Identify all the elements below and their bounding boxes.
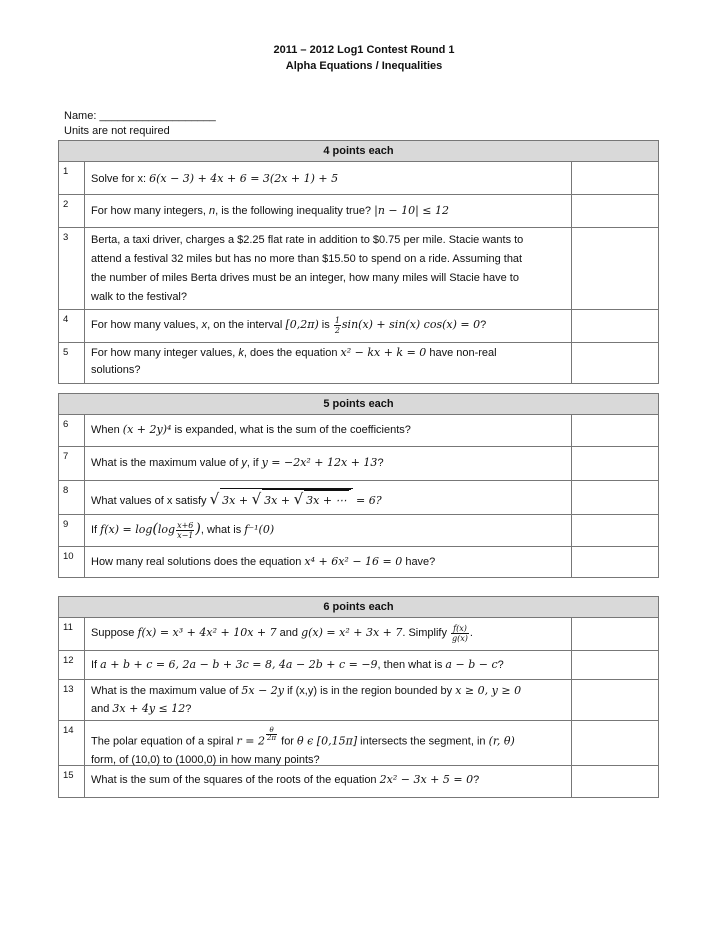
question-text: What is the sum of the squares of the roots of the equation 2x² − 3x + 5 = 0? bbox=[91, 773, 480, 786]
answer-box[interactable] bbox=[571, 721, 658, 765]
question-text: What values of x satisfy √ 3x + √ 3x + √ 3x + ⋯ = 6? bbox=[91, 490, 382, 508]
question-text: For how many integers, n, is the following inequality true? |n − 10| ≤ 12 bbox=[91, 204, 450, 217]
question-row bbox=[59, 766, 658, 797]
section-heading: 6 points each bbox=[59, 597, 658, 618]
question-row bbox=[59, 481, 658, 515]
question-text: If f(x) = log(log $\frac{x+6}{x-1}$ ), what is f⁻¹(0) bbox=[91, 520, 275, 540]
contest-subtitle: Alpha Equations / Inequalities bbox=[285, 60, 443, 72]
question-text: The polar equation of a spiral r = 2 $\frac{\theta}{2\pi}$ for θ ϵ [0,15π] intersects the segment, in (r, θ) form, of (10,0) to (1000,0) in how many points? bbox=[91, 726, 515, 766]
answer-box[interactable] bbox=[571, 343, 658, 383]
question-number: 8 bbox=[59, 481, 85, 514]
question-number: 15 bbox=[59, 766, 85, 797]
answer-box[interactable] bbox=[571, 680, 658, 720]
answer-box[interactable] bbox=[571, 162, 658, 194]
question-row bbox=[59, 618, 658, 651]
question-row bbox=[59, 515, 658, 547]
question-text: What is the maximum value of y, if y = −2x² + 12x + 13? bbox=[91, 456, 384, 469]
question-row bbox=[59, 447, 658, 481]
question-text: When (x + 2y)⁴ is expanded, what is the sum of the coefficients? bbox=[91, 423, 411, 436]
answer-box[interactable] bbox=[571, 447, 658, 480]
question-number: 3 bbox=[59, 228, 85, 309]
question-row bbox=[59, 310, 658, 343]
question-row bbox=[59, 162, 658, 195]
section-heading: 4 points each bbox=[59, 141, 658, 162]
question-number: 13 bbox=[59, 680, 85, 720]
name-line: Name: ___________________ bbox=[64, 110, 216, 122]
answer-box[interactable] bbox=[571, 481, 658, 514]
question-text: Solve for x: 6(x − 3) + 4x + 6 = 3(2x + 1) + 5 bbox=[91, 172, 339, 185]
question-number: 4 bbox=[59, 310, 85, 342]
question-row bbox=[59, 651, 658, 680]
answer-box[interactable] bbox=[571, 618, 658, 650]
answer-box[interactable] bbox=[571, 310, 658, 342]
question-text: What is the maximum value of 5x − 2y if (x,y) is in the region bounded by x ≥ 0, y ≥ 0 and 3x + 4y ≤ 12? bbox=[91, 684, 522, 715]
question-number: 7 bbox=[59, 447, 85, 480]
answer-box[interactable] bbox=[571, 228, 658, 309]
question-text: For how many integer values, k, does the equation x² − kx + k = 0 have non-real solutions? bbox=[91, 346, 497, 376]
question-text: Suppose f(x) = x³ + 4x² + 10x + 7 and g(x) = x² + 3x + 7. Simplify $\frac{f(x)}{g(x)}$ . bbox=[91, 623, 473, 643]
answer-box[interactable] bbox=[571, 766, 658, 797]
contest-title: 2011 – 2012 Log1 Contest Round 1 bbox=[273, 44, 455, 56]
answer-box[interactable] bbox=[571, 515, 658, 546]
question-text: If a + b + c = 6, 2a − b + 3c = 8, 4a − 2b + c = −9, then what is a − b − c? bbox=[91, 658, 504, 671]
question-row bbox=[59, 680, 658, 721]
question-number: 12 bbox=[59, 651, 85, 679]
question-number: 5 bbox=[59, 343, 85, 383]
question-row bbox=[59, 415, 658, 447]
question-row bbox=[59, 721, 658, 766]
answer-box[interactable] bbox=[571, 547, 658, 577]
question-number: 9 bbox=[59, 515, 85, 546]
units-note: Units are not required bbox=[64, 125, 170, 137]
section-6-points bbox=[58, 596, 659, 798]
question-row bbox=[59, 547, 658, 577]
question-number: 10 bbox=[59, 547, 85, 577]
answer-box[interactable] bbox=[571, 195, 658, 227]
question-text: For how many values, x, on the interval [0,2π) is $\frac{1}{2}$ sin(x) + sin(x) cos(x) = 0? bbox=[91, 315, 487, 335]
question-row bbox=[59, 195, 658, 228]
question-row bbox=[59, 228, 658, 310]
section-5-points bbox=[58, 393, 659, 578]
answer-box[interactable] bbox=[571, 415, 658, 446]
question-number: 1 bbox=[59, 162, 85, 194]
question-row bbox=[59, 343, 658, 383]
section-4-points bbox=[58, 140, 659, 384]
answer-box[interactable] bbox=[571, 651, 658, 679]
question-number: 11 bbox=[59, 618, 85, 650]
question-text: How many real solutions does the equation x⁴ + 6x² − 16 = 0 have? bbox=[91, 555, 436, 568]
question-number: 14 bbox=[59, 721, 85, 765]
section-heading: 5 points each bbox=[59, 394, 658, 415]
question-text: Berta, a taxi driver, charges a $2.25 flat rate in addition to $0.75 per mile. Stacie wants to attend a festival 32 miles but has no more than $15.50 to spend on a ride. Assuming that the number of miles Berta drives must be an integer, how many miles will Stacie have to walk to the festival? bbox=[91, 234, 524, 303]
question-number: 6 bbox=[59, 415, 85, 446]
question-number: 2 bbox=[59, 195, 85, 227]
